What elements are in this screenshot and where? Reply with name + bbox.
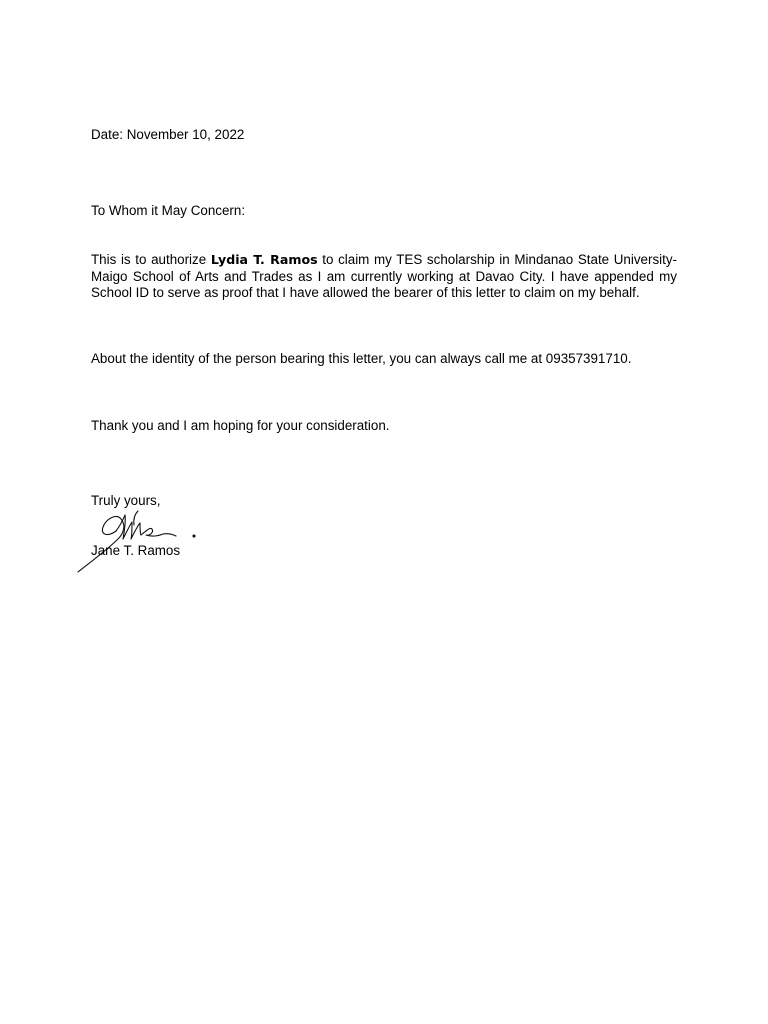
date-line: Date: November 10, 2022: [91, 127, 245, 142]
closing: Truly yours,: [91, 493, 161, 508]
signer-name: Jane T. Ramos: [91, 543, 181, 558]
salutation: To Whom it May Concern:: [91, 203, 246, 218]
authorized-person-name: Lydia T. Ramos: [210, 252, 318, 267]
body-paragraph-2: About the identity of the person bearing this letter, you can always call me at 09357391710.: [91, 351, 632, 366]
body-paragraph-1-rest: to claim my TES scholarship in Mindanao State University-Maigo School of Arts and Trades as I am currently working at Davao City. I have appended my School ID to serve as proof that I have allowed the bearer of this letter to claim on my behalf.: [91, 252, 678, 301]
body-paragraph-3: Thank you and I am hoping for your consideration.: [91, 418, 390, 433]
body-paragraph-1: [91, 252, 677, 302]
body-paragraph-1-intro: This is to authorize: [91, 252, 211, 267]
